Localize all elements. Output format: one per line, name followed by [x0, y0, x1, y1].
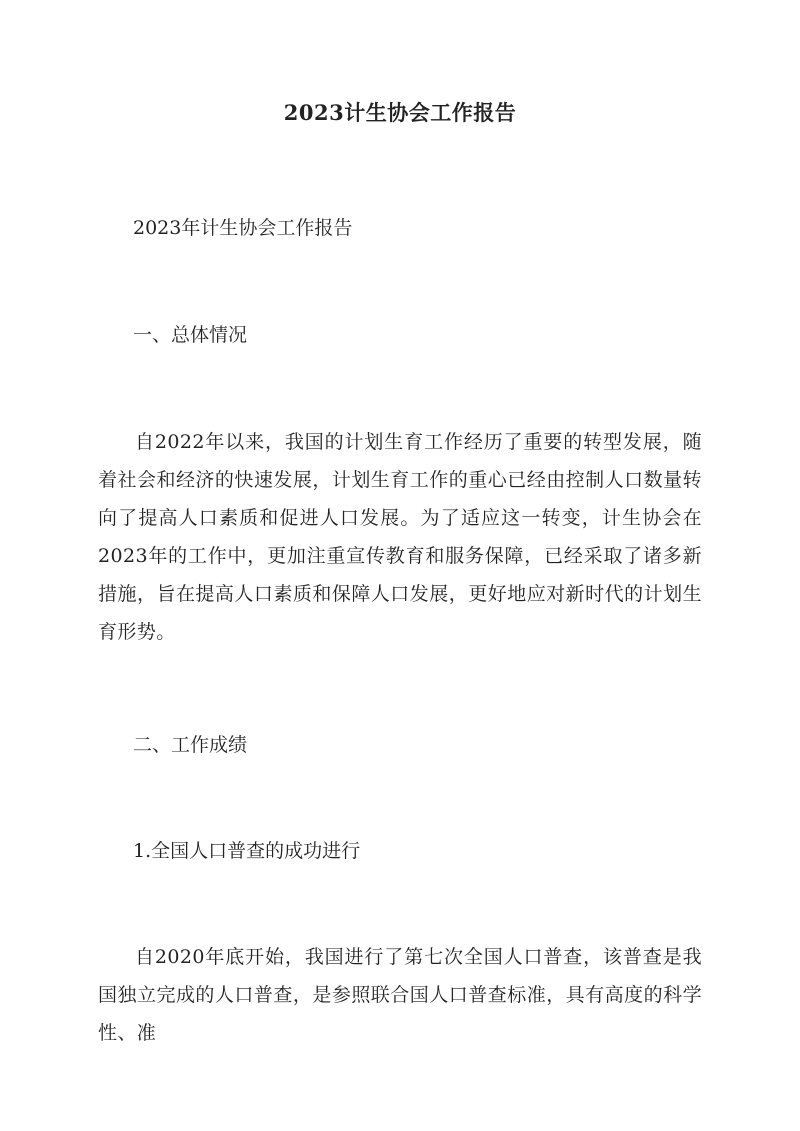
section-heading-overview: 一、总体情况: [133, 324, 248, 346]
document-title: 2023计生协会工作报告: [283, 100, 517, 125]
item-heading-census: 1.全国人口普查的成功进行: [133, 840, 361, 862]
paragraph-overview: 自2022年以来，我国的计划生育工作经历了重要的转型发展，随着社会和经济的快速发展，计划生育工作的重心已经由控制人口数量转向了提高人口素质和促进人口发展。为了适应这一转变，计生协会在2023年的工作中，更加注重宣传教育和服务保障，已经采取了诸多新措施，旨在提高人口素质和保障人口发展，更好地应对新时代的计划生育形势。: [98, 431, 702, 643]
paragraph-census: 自2020年底开始，我国进行了第七次全国人口普查，该普查是我国独立完成的人口普查，是参照联合国人口普查标准，具有高度的科学性、准: [98, 946, 702, 1044]
section-heading-achievements: 二、工作成绩: [133, 734, 248, 756]
document-subtitle: 2023年计生协会工作报告: [133, 217, 353, 239]
